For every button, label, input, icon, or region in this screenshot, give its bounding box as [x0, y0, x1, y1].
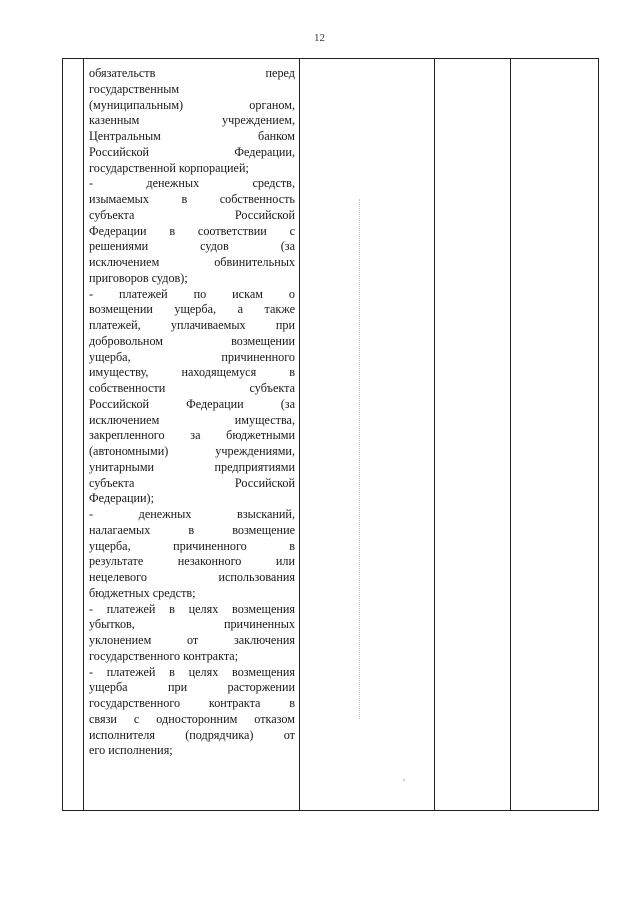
cell-line: собственности субъекта	[89, 381, 295, 395]
column-divider-2	[299, 59, 300, 810]
cell-line: субъекта Российской	[89, 475, 295, 490]
cell-line: казенным учреждением,	[89, 113, 295, 128]
column-divider-1	[83, 59, 84, 810]
cell-line: уклонением от заключения	[89, 633, 295, 647]
cell-line: государственным	[89, 81, 180, 96]
cell-line: (автономными) учреждениями,	[89, 444, 295, 458]
cell-line: ущерба при расторжении	[89, 680, 295, 695]
cell-line: добровольном возмещении	[89, 333, 295, 348]
cell-line: налагаемых в возмещение	[89, 522, 295, 537]
cell-line: ущерба, причиненного	[89, 349, 295, 364]
cell-line: Российской Федерации (за	[89, 396, 295, 411]
cell-line: нецелевого использования	[89, 570, 295, 584]
cell-line: - платежей в целях возмещения	[89, 664, 295, 679]
cell-line: - денежных взысканий,	[89, 507, 295, 521]
cell-line: исключением обвинительных	[89, 255, 295, 269]
page-number: 12	[314, 32, 325, 44]
cell-line: приговоров судов);	[89, 270, 188, 285]
cell-line: изымаемых в собственность	[89, 192, 295, 206]
cell-line: ущерба, причиненного в	[89, 538, 295, 553]
cell-line: платежей, уплачиваемых при	[89, 318, 295, 332]
cell-line: убытков, причиненных	[89, 617, 295, 632]
table-frame	[62, 58, 599, 811]
cell-line: государственного контракта;	[89, 648, 239, 663]
cell-line: субъекта Российской	[89, 207, 295, 222]
cell-line: бюджетных средств;	[89, 585, 196, 600]
cell-line: решениями судов (за	[89, 239, 295, 254]
cell-line: связи с односторонним отказом	[89, 711, 295, 726]
cell-line: (муниципальным) органом,	[89, 97, 295, 112]
cell-line: исполнителя (подрядчика) от	[89, 727, 295, 742]
cell-line: Федерации в соответствии с	[89, 223, 295, 238]
cell-line: имуществу, находящемуся в	[89, 365, 295, 380]
column-divider-3	[434, 59, 435, 810]
column-divider-4	[510, 59, 511, 810]
cell-line: государственного контракта в	[89, 696, 295, 710]
cell-line: возмещении ущерба, а также	[89, 302, 295, 317]
cell-line: Российской Федерации,	[89, 144, 295, 159]
cell-line: результате незаконного или	[89, 554, 295, 569]
cell-line: государственной корпорацией;	[89, 160, 249, 175]
cell-line: обязательств перед	[89, 66, 295, 80]
table-cell-description	[89, 66, 295, 759]
cell-line: Федерации);	[89, 491, 155, 506]
scan-artifact-line	[359, 199, 360, 719]
cell-line: - денежных средств,	[89, 176, 295, 191]
cell-line: исключением имущества,	[89, 412, 295, 427]
cell-line: - платежей по искам о	[89, 286, 295, 301]
cell-line: унитарными предприятиями	[89, 459, 295, 474]
scan-artifact-dot	[403, 779, 405, 781]
cell-line: его исполнения;	[89, 743, 173, 758]
cell-line: закрепленного за бюджетными	[89, 428, 295, 443]
cell-line: Центральным банком	[89, 129, 295, 143]
cell-line: - платежей в целях возмещения	[89, 601, 295, 616]
